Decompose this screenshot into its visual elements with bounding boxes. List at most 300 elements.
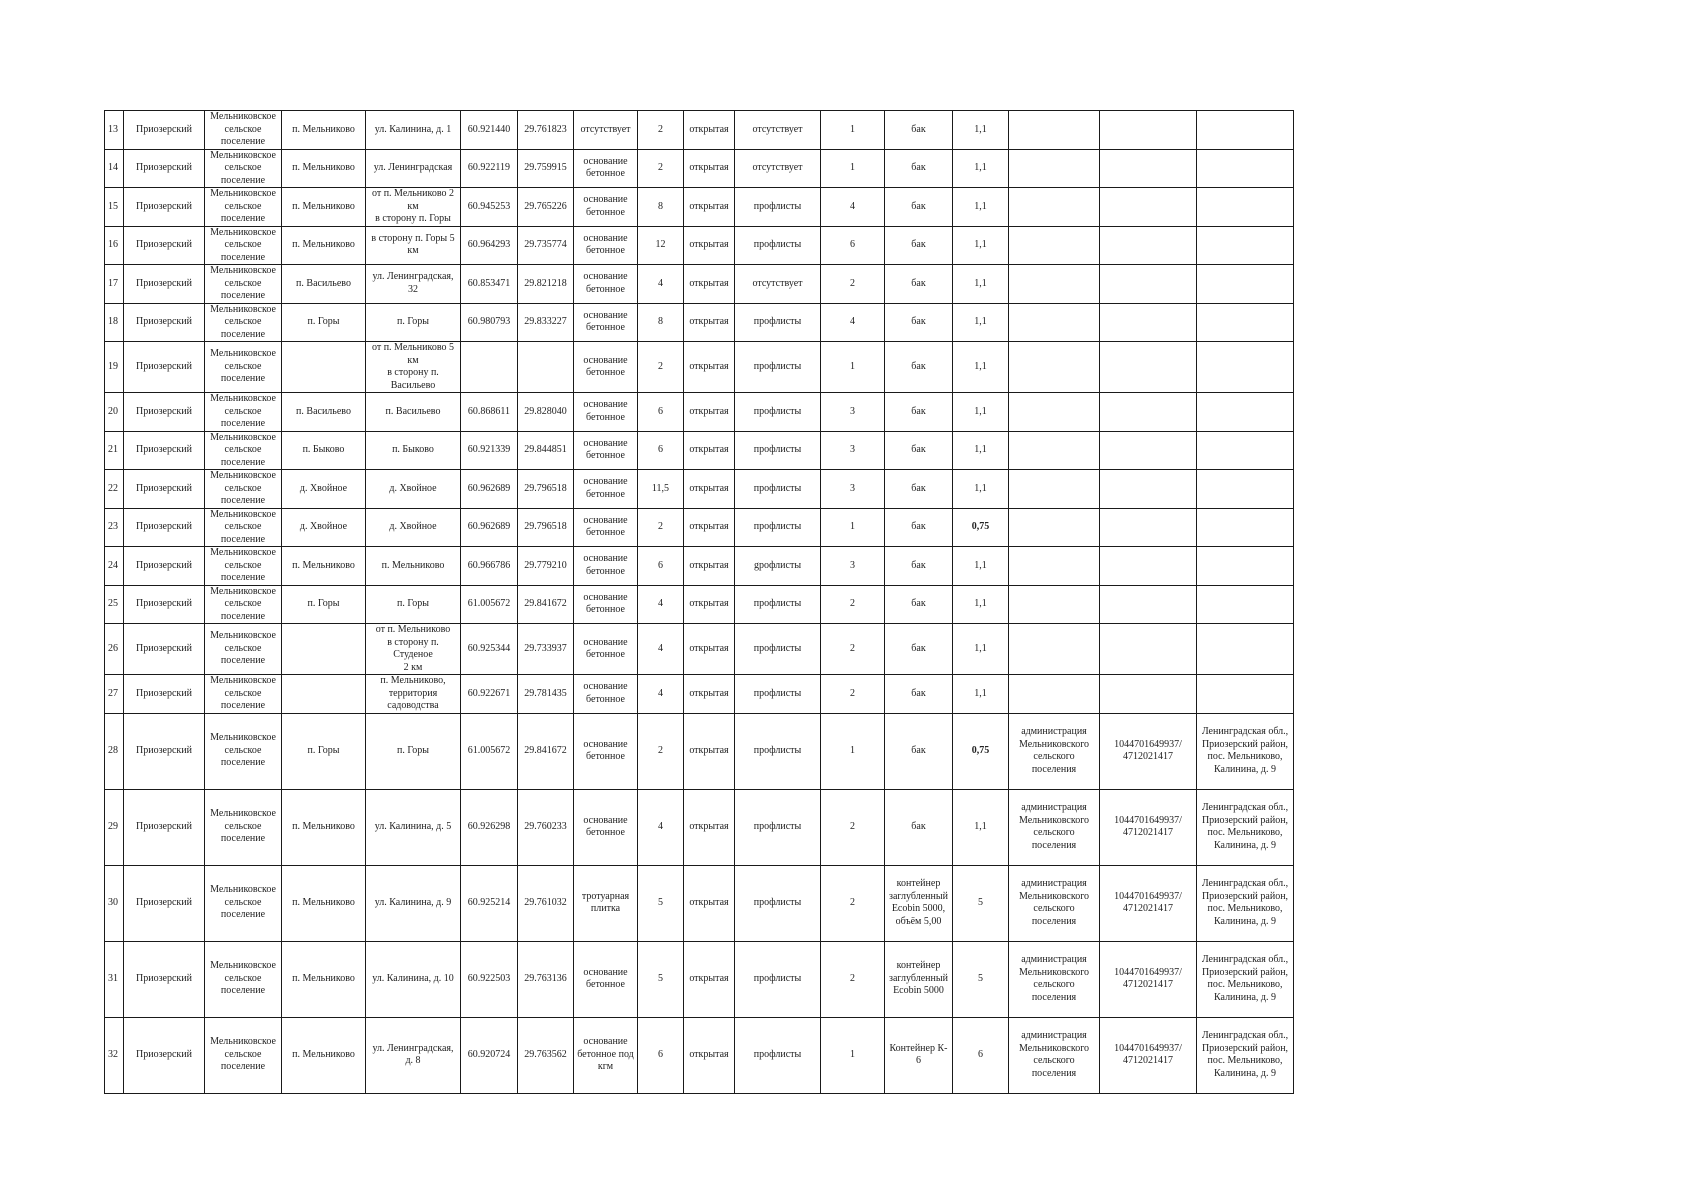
cell-fence: профлисты: [735, 1017, 821, 1093]
cell-settlement: Мельниковское сельское поселение: [205, 941, 282, 1017]
cell-n: 18: [105, 303, 124, 342]
cell-lat: 60.922119: [461, 149, 518, 188]
cell-ogrn: [1100, 303, 1197, 342]
cell-ogrn: [1100, 585, 1197, 624]
cell-fence: профлисты: [735, 624, 821, 675]
cell-n: 32: [105, 1017, 124, 1093]
cell-owner-address: Ленинградская обл., Приозерский район, пос. Мельниково, Калинина, д. 9: [1197, 789, 1294, 865]
cell-ogrn: [1100, 111, 1197, 150]
cell-type: открытая: [684, 508, 735, 547]
cell-district: Приозерский: [124, 941, 205, 1017]
cell-lat: 60.962689: [461, 470, 518, 509]
cell-lon: 29.841672: [518, 713, 574, 789]
table-row: [105, 393, 1294, 432]
cell-volume: 6: [953, 1017, 1009, 1093]
cell-ogrn: [1100, 226, 1197, 265]
cell-locality: п. Мельниково: [282, 1017, 366, 1093]
cell-n: 26: [105, 624, 124, 675]
cell-base: основание бетонное: [574, 342, 638, 393]
cell-count: 3: [821, 431, 885, 470]
cell-lat: 61.005672: [461, 713, 518, 789]
cell-locality: д. Хвойное: [282, 508, 366, 547]
cell-owner-address: [1197, 508, 1294, 547]
cell-locality: п. Мельниково: [282, 188, 366, 227]
cell-ogrn: [1100, 188, 1197, 227]
cell-fence: профлисты: [735, 470, 821, 509]
cell-area: 4: [638, 265, 684, 304]
cell-settlement: Мельниковское сельское поселение: [205, 188, 282, 227]
cell-area: 6: [638, 547, 684, 586]
cell-container: бак: [885, 342, 953, 393]
cell-owner: [1009, 265, 1100, 304]
cell-ogrn: [1100, 470, 1197, 509]
cell-lon: 29.763562: [518, 1017, 574, 1093]
cell-fence: профлисты: [735, 675, 821, 714]
cell-ogrn: [1100, 547, 1197, 586]
cell-area: 2: [638, 713, 684, 789]
cell-lat: [461, 342, 518, 393]
cell-volume: 1,1: [953, 547, 1009, 586]
cell-count: 1: [821, 508, 885, 547]
cell-address: д. Хвойное: [366, 470, 461, 509]
cell-ogrn: 1044701649937/ 4712021417: [1100, 1017, 1197, 1093]
cell-owner: [1009, 303, 1100, 342]
cell-ogrn: 1044701649937/ 4712021417: [1100, 941, 1197, 1017]
cell-lat: 60.945253: [461, 188, 518, 227]
cell-container: бак: [885, 111, 953, 150]
cell-locality: п. Горы: [282, 585, 366, 624]
cell-locality: п. Васильево: [282, 265, 366, 304]
cell-address: п. Горы: [366, 713, 461, 789]
cell-address: ул. Калинина, д. 5: [366, 789, 461, 865]
cell-area: 8: [638, 303, 684, 342]
cell-lon: 29.765226: [518, 188, 574, 227]
cell-lat: 60.920724: [461, 1017, 518, 1093]
cell-locality: [282, 675, 366, 714]
cell-address: п. Быково: [366, 431, 461, 470]
cell-address: д. Хвойное: [366, 508, 461, 547]
cell-base: основание бетонное: [574, 149, 638, 188]
cell-container: бак: [885, 265, 953, 304]
cell-container: бак: [885, 624, 953, 675]
cell-count: 1: [821, 149, 885, 188]
cell-base: основание бетонное: [574, 265, 638, 304]
cell-owner: администрация Мельниковского сельского поселения: [1009, 789, 1100, 865]
cell-owner: администрация Мельниковского сельского поселения: [1009, 941, 1100, 1017]
cell-count: 2: [821, 675, 885, 714]
cell-owner: [1009, 393, 1100, 432]
cell-ogrn: 1044701649937/ 4712021417: [1100, 865, 1197, 941]
cell-district: Приозерский: [124, 1017, 205, 1093]
cell-locality: п. Васильево: [282, 393, 366, 432]
cell-fence: отсутствует: [735, 265, 821, 304]
cell-lat: 60.962689: [461, 508, 518, 547]
table-row: [105, 188, 1294, 227]
table-row: [105, 624, 1294, 675]
cell-owner: администрация Мельниковского сельского поселения: [1009, 713, 1100, 789]
cell-container: бак: [885, 149, 953, 188]
cell-locality: п. Мельниково: [282, 941, 366, 1017]
cell-locality: п. Мельниково: [282, 226, 366, 265]
cell-fence: профлисты: [735, 431, 821, 470]
cell-type: открытая: [684, 675, 735, 714]
cell-address: п. Горы: [366, 303, 461, 342]
cell-area: 8: [638, 188, 684, 227]
cell-container: бак: [885, 547, 953, 586]
cell-ogrn: [1100, 675, 1197, 714]
cell-owner: [1009, 226, 1100, 265]
cell-volume: 1,1: [953, 149, 1009, 188]
cell-lat: 61.005672: [461, 585, 518, 624]
cell-count: 1: [821, 1017, 885, 1093]
cell-lon: 29.759915: [518, 149, 574, 188]
cell-count: 1: [821, 713, 885, 789]
cell-owner-address: [1197, 111, 1294, 150]
cell-area: 6: [638, 393, 684, 432]
cell-locality: п. Быково: [282, 431, 366, 470]
cell-volume: 5: [953, 865, 1009, 941]
cell-n: 29: [105, 789, 124, 865]
cell-ogrn: [1100, 149, 1197, 188]
cell-volume: 1,1: [953, 303, 1009, 342]
cell-lat: 60.925344: [461, 624, 518, 675]
cell-district: Приозерский: [124, 431, 205, 470]
cell-district: Приозерский: [124, 470, 205, 509]
cell-n: 23: [105, 508, 124, 547]
cell-district: Приозерский: [124, 188, 205, 227]
cell-settlement: Мельниковское сельское поселение: [205, 865, 282, 941]
table-row: [105, 470, 1294, 509]
cell-base: основание бетонное: [574, 470, 638, 509]
cell-district: Приозерский: [124, 226, 205, 265]
cell-count: 2: [821, 789, 885, 865]
cell-owner: [1009, 470, 1100, 509]
table-row: [105, 303, 1294, 342]
cell-ogrn: [1100, 508, 1197, 547]
cell-owner-address: [1197, 470, 1294, 509]
cell-fence: профлисты: [735, 941, 821, 1017]
cell-lon: 29.796518: [518, 470, 574, 509]
cell-type: открытая: [684, 431, 735, 470]
cell-address: ул. Ленинградская, д. 8: [366, 1017, 461, 1093]
cell-area: 4: [638, 585, 684, 624]
cell-district: Приозерский: [124, 303, 205, 342]
cell-type: открытая: [684, 111, 735, 150]
cell-n: 30: [105, 865, 124, 941]
cell-base: основание бетонное: [574, 789, 638, 865]
cell-address: ул. Ленинградская, 32: [366, 265, 461, 304]
cell-count: 1: [821, 342, 885, 393]
table-row: [105, 713, 1294, 789]
cell-settlement: Мельниковское сельское поселение: [205, 624, 282, 675]
cell-address: ул. Калинина, д. 1: [366, 111, 461, 150]
cell-n: 22: [105, 470, 124, 509]
cell-district: Приозерский: [124, 508, 205, 547]
cell-type: открытая: [684, 865, 735, 941]
cell-address: п. Васильево: [366, 393, 461, 432]
cell-type: открытая: [684, 624, 735, 675]
cell-fence: профлисты: [735, 342, 821, 393]
cell-address: от п. Мельниково в сторону п. Студеное 2 км: [366, 624, 461, 675]
table-row: [105, 265, 1294, 304]
cell-lon: 29.796518: [518, 508, 574, 547]
cell-ogrn: 1044701649937/ 4712021417: [1100, 789, 1197, 865]
cell-base: основание бетонное: [574, 624, 638, 675]
cell-area: 2: [638, 149, 684, 188]
cell-area: 4: [638, 789, 684, 865]
cell-settlement: Мельниковское сельское поселение: [205, 149, 282, 188]
cell-container: Контейнер К- 6: [885, 1017, 953, 1093]
cell-base: основание бетонное: [574, 303, 638, 342]
cell-base: основание бетонное: [574, 508, 638, 547]
cell-settlement: Мельниковское сельское поселение: [205, 675, 282, 714]
cell-owner-address: Ленинградская обл., Приозерский район, пос. Мельниково, Калинина, д. 9: [1197, 865, 1294, 941]
cell-container: бак: [885, 188, 953, 227]
cell-district: Приозерский: [124, 265, 205, 304]
cell-owner-address: [1197, 265, 1294, 304]
cell-fence: профлисты: [735, 226, 821, 265]
cell-base: основание бетонное: [574, 547, 638, 586]
cell-type: открытая: [684, 226, 735, 265]
cell-n: 19: [105, 342, 124, 393]
cell-district: Приозерский: [124, 149, 205, 188]
cell-type: открытая: [684, 188, 735, 227]
cell-lon: 29.735774: [518, 226, 574, 265]
cell-container: бак: [885, 675, 953, 714]
cell-owner-address: Ленинградская обл., Приозерский район, пос. Мельниково, Калинина, д. 9: [1197, 1017, 1294, 1093]
cell-owner: [1009, 111, 1100, 150]
cell-settlement: Мельниковское сельское поселение: [205, 547, 282, 586]
cell-address: от п. Мельниково 2 км в сторону п. Горы: [366, 188, 461, 227]
cell-owner: администрация Мельниковского сельского поселения: [1009, 1017, 1100, 1093]
cell-type: открытая: [684, 1017, 735, 1093]
cell-fence: профлисты: [735, 865, 821, 941]
cell-container: бак: [885, 226, 953, 265]
table-row: [105, 865, 1294, 941]
cell-count: 3: [821, 393, 885, 432]
cell-ogrn: 1044701649937/ 4712021417: [1100, 713, 1197, 789]
cell-settlement: Мельниковское сельское поселение: [205, 585, 282, 624]
cell-volume: 1,1: [953, 470, 1009, 509]
cell-type: открытая: [684, 789, 735, 865]
cell-volume: 1,1: [953, 111, 1009, 150]
cell-lon: 29.821218: [518, 265, 574, 304]
cell-container: бак: [885, 431, 953, 470]
cell-lat: 60.921339: [461, 431, 518, 470]
cell-fence: отсутствует: [735, 149, 821, 188]
cell-lon: 29.841672: [518, 585, 574, 624]
table-row: [105, 675, 1294, 714]
registry-table-container: [104, 110, 1294, 1094]
cell-district: Приозерский: [124, 675, 205, 714]
cell-lat: 60.926298: [461, 789, 518, 865]
cell-volume: 1,1: [953, 789, 1009, 865]
cell-lat: 60.925214: [461, 865, 518, 941]
cell-count: 2: [821, 865, 885, 941]
table-row: [105, 508, 1294, 547]
cell-volume: 0,75: [953, 713, 1009, 789]
cell-owner: [1009, 624, 1100, 675]
cell-n: 24: [105, 547, 124, 586]
cell-container: бак: [885, 470, 953, 509]
cell-n: 17: [105, 265, 124, 304]
cell-district: Приозерский: [124, 585, 205, 624]
cell-address: в сторону п. Горы 5 км: [366, 226, 461, 265]
cell-fence: отсутствует: [735, 111, 821, 150]
table-row: [105, 226, 1294, 265]
cell-lat: 60.922671: [461, 675, 518, 714]
cell-ogrn: [1100, 342, 1197, 393]
table-row: [105, 342, 1294, 393]
cell-count: 4: [821, 303, 885, 342]
cell-lon: 29.763136: [518, 941, 574, 1017]
cell-ogrn: [1100, 624, 1197, 675]
cell-owner-address: [1197, 547, 1294, 586]
cell-lat: 60.922503: [461, 941, 518, 1017]
cell-district: Приозерский: [124, 713, 205, 789]
cell-base: основание бетонное: [574, 188, 638, 227]
cell-address: п. Мельниково, территория садоводства: [366, 675, 461, 714]
waste-sites-table: [104, 110, 1294, 1094]
cell-lon: 29.833227: [518, 303, 574, 342]
cell-container: контейнер заглубленный Ecobin 5000: [885, 941, 953, 1017]
cell-area: 12: [638, 226, 684, 265]
cell-area: 4: [638, 675, 684, 714]
cell-count: 2: [821, 941, 885, 1017]
cell-lon: 29.761823: [518, 111, 574, 150]
table-row: [105, 789, 1294, 865]
cell-fence: профлисты: [735, 789, 821, 865]
cell-settlement: Мельниковское сельское поселение: [205, 713, 282, 789]
cell-lat: 60.964293: [461, 226, 518, 265]
cell-locality: п. Горы: [282, 303, 366, 342]
cell-base: основание бетонное: [574, 585, 638, 624]
cell-fence: профлисты: [735, 188, 821, 227]
cell-owner: [1009, 675, 1100, 714]
cell-type: открытая: [684, 265, 735, 304]
cell-owner-address: [1197, 188, 1294, 227]
cell-owner: [1009, 188, 1100, 227]
cell-type: открытая: [684, 713, 735, 789]
cell-district: Приозерский: [124, 624, 205, 675]
cell-owner-address: [1197, 675, 1294, 714]
cell-locality: д. Хвойное: [282, 470, 366, 509]
cell-owner-address: [1197, 303, 1294, 342]
cell-fence: профлисты: [735, 508, 821, 547]
cell-settlement: Мельниковское сельское поселение: [205, 111, 282, 150]
cell-container: бак: [885, 393, 953, 432]
cell-count: 2: [821, 265, 885, 304]
cell-type: открытая: [684, 303, 735, 342]
cell-lat: 60.966786: [461, 547, 518, 586]
cell-settlement: Мельниковское сельское поселение: [205, 303, 282, 342]
cell-address: п. Горы: [366, 585, 461, 624]
cell-n: 16: [105, 226, 124, 265]
cell-lat: 60.853471: [461, 265, 518, 304]
cell-base: основание бетонное: [574, 713, 638, 789]
cell-district: Приозерский: [124, 865, 205, 941]
cell-container: бак: [885, 508, 953, 547]
cell-type: открытая: [684, 470, 735, 509]
cell-type: открытая: [684, 342, 735, 393]
cell-owner-address: Ленинградская обл., Приозерский район, пос. Мельниково, Калинина, д. 9: [1197, 941, 1294, 1017]
cell-ogrn: [1100, 265, 1197, 304]
cell-n: 13: [105, 111, 124, 150]
cell-n: 27: [105, 675, 124, 714]
cell-lon: [518, 342, 574, 393]
cell-lat: 60.921440: [461, 111, 518, 150]
cell-container: бак: [885, 789, 953, 865]
cell-settlement: Мельниковское сельское поселение: [205, 508, 282, 547]
cell-owner: [1009, 342, 1100, 393]
cell-base: основание бетонное под кгм: [574, 1017, 638, 1093]
cell-type: открытая: [684, 547, 735, 586]
cell-owner-address: [1197, 342, 1294, 393]
cell-volume: 1,1: [953, 226, 1009, 265]
cell-owner-address: [1197, 149, 1294, 188]
cell-lon: 29.760233: [518, 789, 574, 865]
cell-count: 2: [821, 585, 885, 624]
cell-count: 1: [821, 111, 885, 150]
cell-address: ул. Калинина, д. 10: [366, 941, 461, 1017]
cell-base: тротуарная плитка: [574, 865, 638, 941]
cell-settlement: Мельниковское сельское поселение: [205, 342, 282, 393]
cell-n: 28: [105, 713, 124, 789]
table-row: [105, 585, 1294, 624]
cell-base: основание бетонное: [574, 226, 638, 265]
cell-ogrn: [1100, 431, 1197, 470]
cell-owner-address: [1197, 585, 1294, 624]
cell-area: 4: [638, 624, 684, 675]
cell-lon: 29.828040: [518, 393, 574, 432]
cell-count: 3: [821, 547, 885, 586]
cell-count: 4: [821, 188, 885, 227]
cell-base: основание бетонное: [574, 941, 638, 1017]
cell-district: Приозерский: [124, 111, 205, 150]
cell-n: 25: [105, 585, 124, 624]
cell-type: открытая: [684, 585, 735, 624]
cell-volume: 1,1: [953, 675, 1009, 714]
cell-ogrn: [1100, 393, 1197, 432]
cell-district: Приозерский: [124, 342, 205, 393]
cell-owner: [1009, 508, 1100, 547]
cell-settlement: Мельниковское сельское поселение: [205, 431, 282, 470]
cell-fence: профлисты: [735, 585, 821, 624]
cell-owner: [1009, 149, 1100, 188]
cell-type: открытая: [684, 149, 735, 188]
cell-locality: п. Мельниково: [282, 547, 366, 586]
cell-base: основание бетонное: [574, 675, 638, 714]
cell-volume: 1,1: [953, 265, 1009, 304]
cell-lon: 29.844851: [518, 431, 574, 470]
cell-base: отсутствует: [574, 111, 638, 150]
cell-area: 2: [638, 342, 684, 393]
table-row: [105, 431, 1294, 470]
cell-n: 15: [105, 188, 124, 227]
table-row: [105, 1017, 1294, 1093]
cell-lon: 29.779210: [518, 547, 574, 586]
cell-container: бак: [885, 303, 953, 342]
cell-locality: [282, 624, 366, 675]
cell-district: Приозерский: [124, 547, 205, 586]
cell-area: 2: [638, 111, 684, 150]
table-row: [105, 111, 1294, 150]
cell-owner: [1009, 547, 1100, 586]
cell-district: Приозерский: [124, 393, 205, 432]
cell-settlement: Мельниковское сельское поселение: [205, 789, 282, 865]
cell-address: ул. Калинина, д. 9: [366, 865, 461, 941]
cell-fence: gрофлисты: [735, 547, 821, 586]
